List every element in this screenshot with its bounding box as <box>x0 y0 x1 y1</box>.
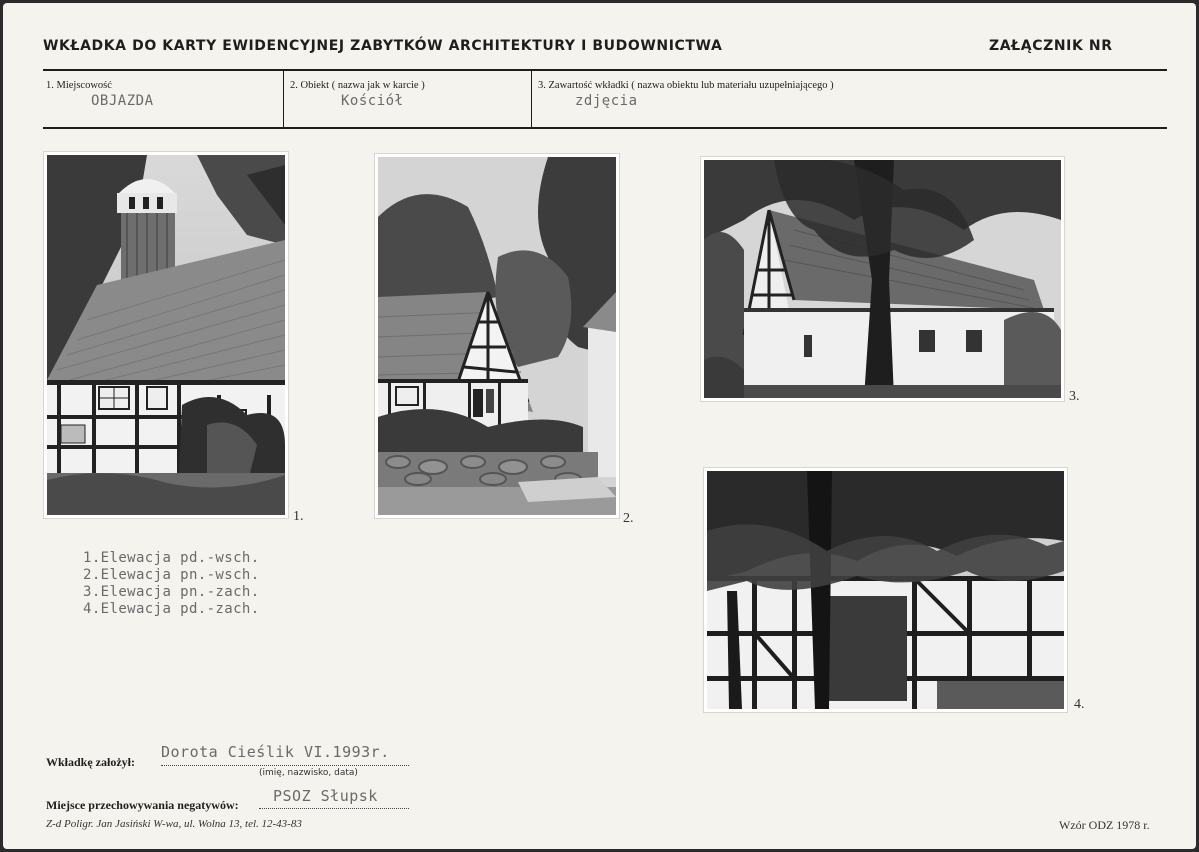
negatives-label: Miejsce przechowywania negatywów: <box>46 798 239 812</box>
annex-label: ZAŁĄCZNIK NR <box>989 38 1113 54</box>
field-content-label: 3. Zawartość wkładki ( nazwa obiektu lub materiału uzupełniającego ) <box>538 80 834 91</box>
field-place-label: 1. Miejscowość <box>46 80 112 91</box>
founder-label: Wkładkę założył: <box>46 755 135 769</box>
founder-line <box>161 765 409 766</box>
header-bottom-rule <box>43 127 1167 129</box>
founder-hint: (imię, nazwisko, data) <box>259 768 358 778</box>
photo-3 <box>701 157 1064 401</box>
church-photo-1-image <box>47 155 285 515</box>
photo-1-number: 1. <box>293 509 304 524</box>
photo-1 <box>44 152 288 518</box>
printer-note: Z-d Poligr. Jan Jasiński W-wa, ul. Wolna 13, tel. 12-43-83 <box>46 818 302 830</box>
negatives-line <box>259 808 409 809</box>
field-divider-2 <box>531 71 532 127</box>
photo-4-number: 4. <box>1074 697 1085 712</box>
caption-4: 4.Elewacja pd.-zach. <box>83 601 260 617</box>
field-divider-1 <box>283 71 284 127</box>
photo-3-number: 3. <box>1069 389 1080 404</box>
founder-value: Dorota Cieślik VI.1993r. <box>161 743 390 761</box>
church-photo-3-image <box>704 160 1061 398</box>
photo-4 <box>704 468 1067 712</box>
form-title: WKŁADKA DO KARTY EWIDENCYJNEJ ZABYTKÓW ARCHITEKTURY I BUDOWNICTWA <box>43 38 723 54</box>
header-top-rule <box>43 69 1167 71</box>
church-photo-2-image <box>378 157 616 515</box>
photo-2 <box>375 154 619 518</box>
form-model: Wzór ODZ 1978 r. <box>1059 818 1150 832</box>
caption-2: 2.Elewacja pn.-wsch. <box>83 567 260 583</box>
field-content-value: zdjęcia <box>575 93 638 109</box>
negatives-value: PSOZ Słupsk <box>273 787 378 805</box>
church-photo-4-image <box>707 471 1064 709</box>
field-object-label: 2. Obiekt ( nazwa jak w karcie ) <box>290 80 425 91</box>
caption-3: 3.Elewacja pn.-zach. <box>83 584 260 600</box>
field-place-value: OBJAZDA <box>91 93 154 109</box>
caption-1: 1.Elewacja pd.-wsch. <box>83 550 260 566</box>
field-object-value: Kościół <box>341 93 404 109</box>
photo-2-number: 2. <box>623 511 634 526</box>
record-sheet <box>3 3 1196 849</box>
